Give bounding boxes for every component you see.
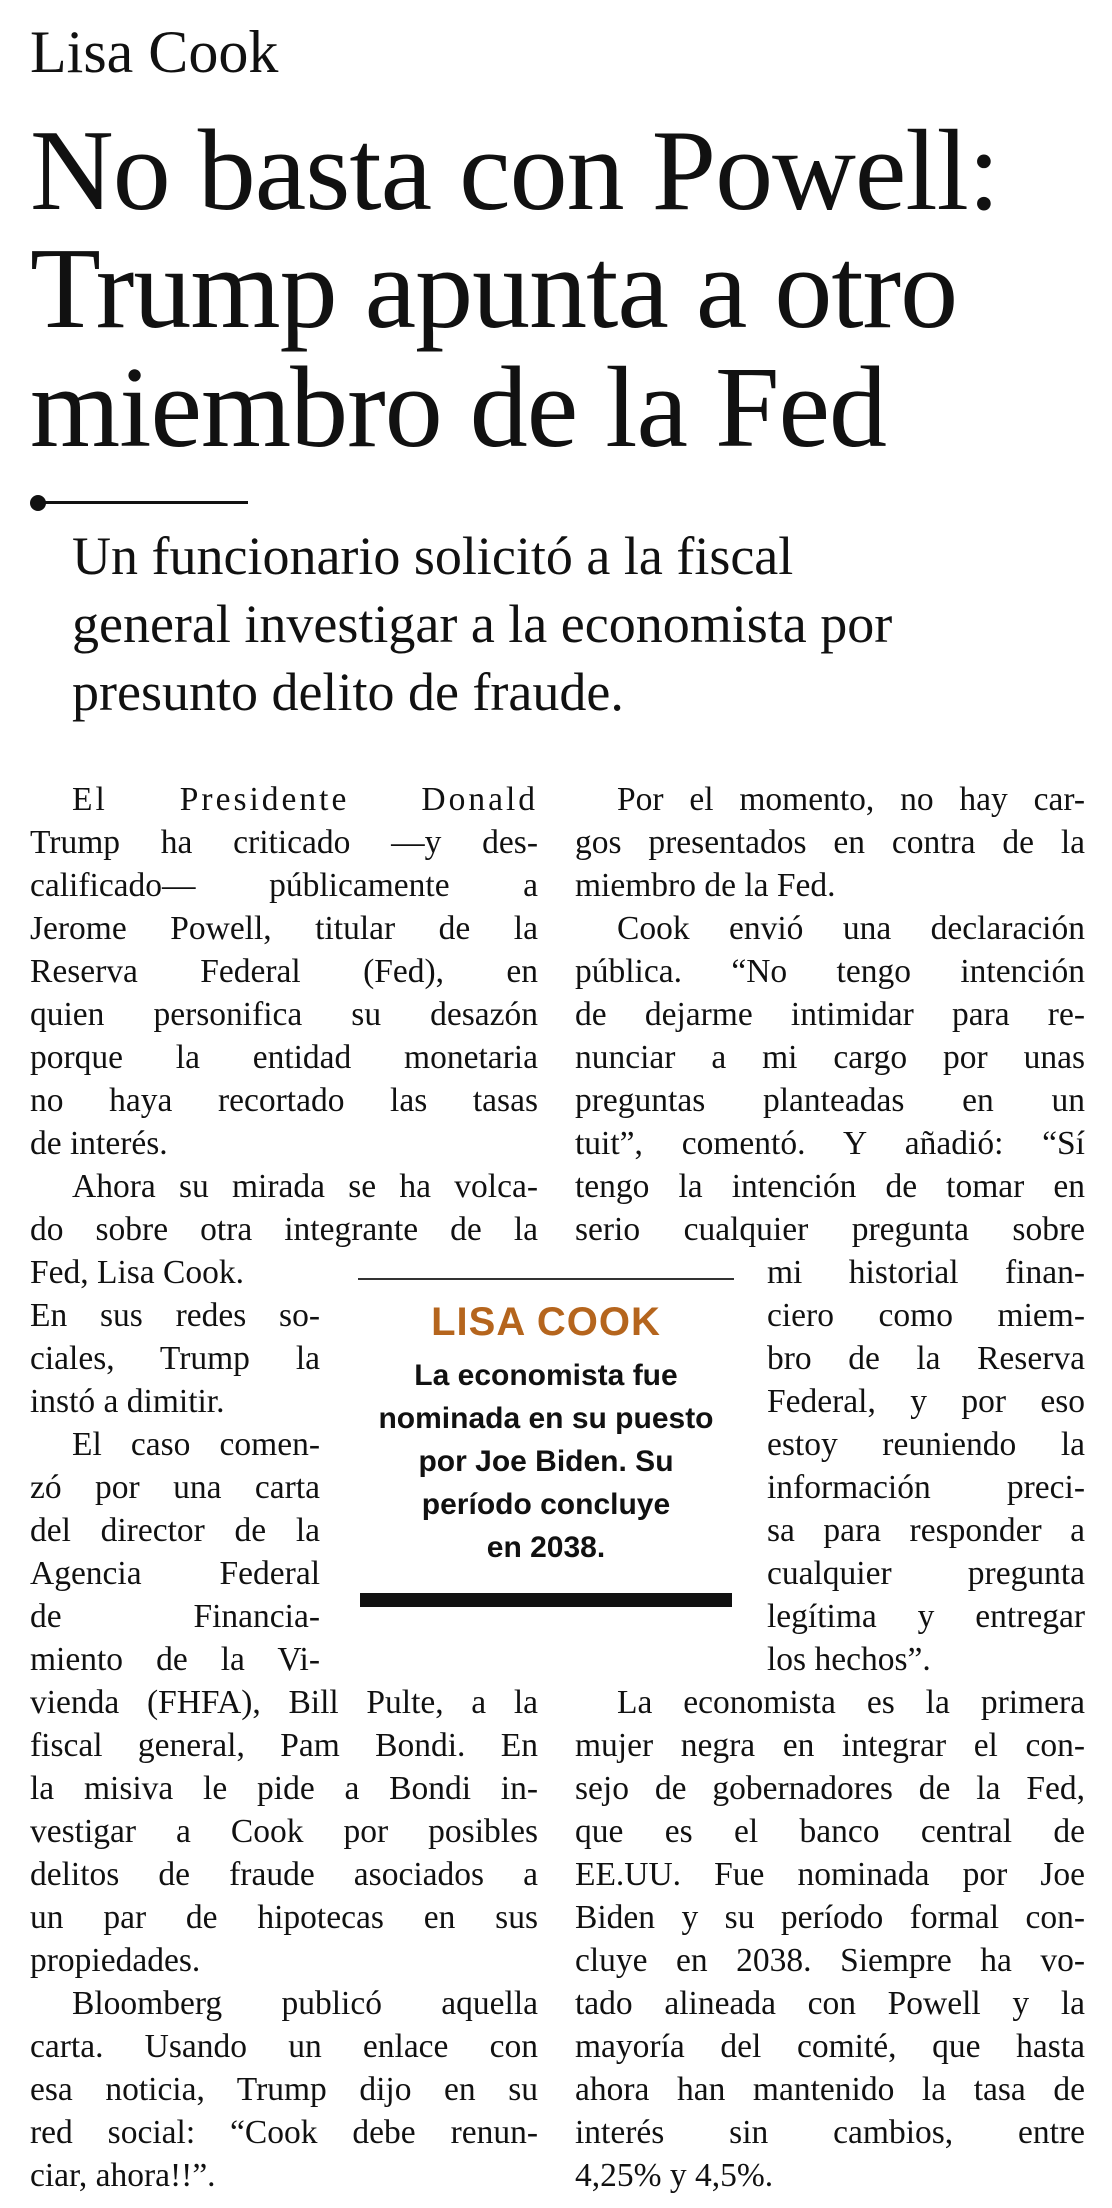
text-line: de interés. <box>30 1125 168 1162</box>
subheadline <box>72 522 1082 726</box>
section-kicker: Lisa Cook <box>30 19 279 85</box>
text-line: de dejarme intimidar para re- <box>575 996 1085 1033</box>
text-line: vestigar a Cook por posibles <box>30 1813 538 1850</box>
text-line: El Presidente Donald <box>72 781 538 818</box>
subheadline-line: presunto delito de fraude. <box>72 662 624 723</box>
text-line: miembro de la Fed. <box>575 867 836 904</box>
paragraph <box>575 778 1085 907</box>
pull-quote-line: La economista fue <box>414 1359 678 1392</box>
text-line: información preci- <box>767 1469 1085 1506</box>
text-line: ciero como miem- <box>767 1297 1085 1334</box>
subheadline-line: Un funcionario solicitó a la fiscal <box>72 526 794 586</box>
pull-quote-text <box>358 1354 734 1569</box>
subheadline-line: general investigar a la economista por <box>72 594 893 655</box>
text-line: La economista es la primera <box>617 1684 1085 1721</box>
pull-quote-top-rule <box>358 1278 734 1280</box>
text-line: estoy reuniendo la <box>767 1426 1085 1463</box>
text-line: Agencia Federal <box>30 1555 320 1592</box>
text-line: serio cualquier pregunta sobre <box>575 1211 1085 1248</box>
text-line: calificado— públicamente a <box>30 867 538 904</box>
text-line: mujer negra en integrar el con- <box>575 1727 1085 1764</box>
text-line: vienda (FHFA), Bill Pulte, a la <box>30 1684 538 1721</box>
text-line: cluye en 2038. Siempre ha vo- <box>575 1942 1085 1979</box>
text-line: fiscal general, Pam Bondi. En <box>30 1727 538 1764</box>
pull-quote-label: LISA COOK <box>431 1300 661 1344</box>
headline-line: No basta con Powell: <box>30 107 1000 235</box>
text-line: zó por una carta <box>30 1469 320 1506</box>
headline <box>30 107 1090 472</box>
text-line: ciales, Trump la <box>30 1340 320 1377</box>
text-line: gos presentados en contra de la <box>575 824 1085 861</box>
text-line: que es el banco central de <box>575 1813 1085 1850</box>
text-line: Trump ha criticado —y des- <box>30 824 538 861</box>
paragraph <box>30 1982 538 2197</box>
pull-quote-bottom-rule <box>360 1593 732 1607</box>
text-line: EE.UU. Fue nominada por Joe <box>575 1856 1085 1893</box>
text-line: Biden y su período formal con- <box>575 1899 1085 1936</box>
text-line: En sus redes so- <box>30 1297 320 1334</box>
text-line: tengo la intención de tomar en <box>575 1168 1085 1205</box>
text-line: Por el momento, no hay car- <box>617 781 1085 818</box>
text-line: delitos de fraude asociados a <box>30 1856 538 1893</box>
text-line: esa noticia, Trump dijo en su <box>30 2071 538 2108</box>
text-line: Federal, y por eso <box>767 1383 1085 1420</box>
text-line: preguntas planteadas en un <box>575 1082 1085 1119</box>
text-line: pública. “No tengo intención <box>575 953 1085 990</box>
text-line: porque la entidad monetaria <box>30 1039 538 1076</box>
pull-quote-line: en 2038. <box>486 1531 606 1564</box>
text-line: tuit”, comentó. Y añadió: “Sí <box>575 1125 1085 1162</box>
text-line: un par de hipotecas en sus <box>30 1899 538 1936</box>
text-line: 4,25% y 4,5%. <box>575 2157 774 2194</box>
divider-rule <box>38 501 248 504</box>
text-line: red social: “Cook debe renun- <box>30 2114 538 2151</box>
text-line: no haya recortado las tasas <box>30 1082 538 1119</box>
text-line: nunciar a mi cargo por unas <box>575 1039 1085 1076</box>
text-line: miento de la Vi- <box>30 1641 320 1678</box>
pull-quote-line: por Joe Biden. Su <box>418 1445 674 1478</box>
text-line: ahora han mantenido la tasa de <box>575 2071 1085 2108</box>
text-line: Bloomberg publicó aquella <box>72 1985 538 2022</box>
text-line: carta. Usando un enlace con <box>30 2028 538 2065</box>
text-line: instó a dimitir. <box>30 1383 225 1420</box>
text-line: mi historial finan- <box>767 1254 1085 1291</box>
text-line: interés sin cambios, entre <box>575 2114 1085 2151</box>
text-line: El caso comen- <box>72 1426 320 1463</box>
headline-line: miembro de la Fed <box>30 343 887 472</box>
text-line: Reserva Federal (Fed), en <box>30 953 538 990</box>
text-line: mayoría del comité, que hasta <box>575 2028 1085 2065</box>
pull-quote-line: nominada en su puesto <box>378 1402 714 1435</box>
text-line: del director de la <box>30 1512 320 1549</box>
text-line: los hechos”. <box>767 1641 931 1678</box>
text-line: propiedades. <box>30 1942 201 1979</box>
text-line: quien personifica su desazón <box>30 996 538 1033</box>
text-line: Jerome Powell, titular de la <box>30 910 538 947</box>
text-line: Ahora su mirada se ha volca- <box>72 1168 538 1205</box>
text-line: ciar, ahora!!”. <box>30 2157 216 2194</box>
text-line: sejo de gobernadores de la Fed, <box>575 1770 1085 1807</box>
text-line: de Financia- <box>30 1598 320 1635</box>
paragraph <box>30 778 538 1165</box>
headline-line: Trump apunta a otro <box>30 225 958 354</box>
text-line: cualquier pregunta <box>767 1555 1085 1592</box>
text-line: legítima y entregar <box>767 1598 1085 1635</box>
text-line: Cook envió una declaración <box>617 910 1085 947</box>
text-line: tado alineada con Powell y la <box>575 1985 1085 2022</box>
text-line: Fed, Lisa Cook. <box>30 1254 245 1291</box>
text-line: bro de la Reserva <box>767 1340 1085 1377</box>
text-line: la misiva le pide a Bondi in- <box>30 1770 538 1807</box>
text-line: sa para responder a <box>767 1512 1085 1549</box>
pull-quote-line: período concluye <box>421 1488 671 1521</box>
text-line: do sobre otra integrante de la <box>30 1211 538 1248</box>
paragraph <box>575 1681 1085 2197</box>
bullet-dot-icon <box>30 495 46 511</box>
